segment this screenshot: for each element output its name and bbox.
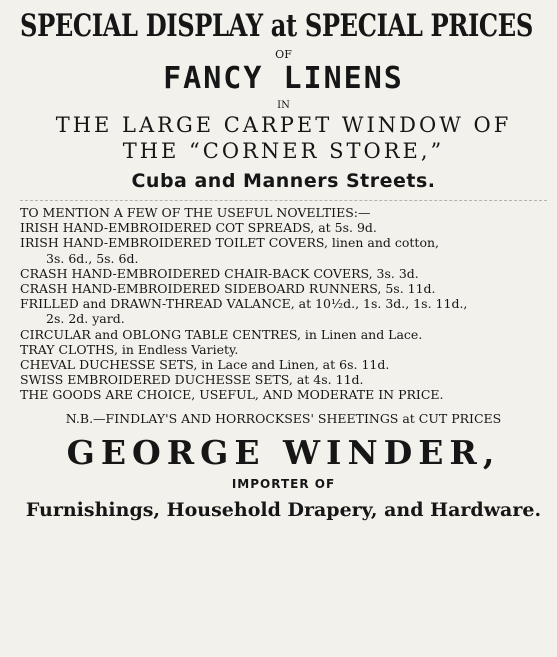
merchant-role: IMPORTER OF [231, 476, 336, 491]
in-label: IN [277, 100, 290, 111]
merchant-goods: Furnishings, Household Drapery, and Hardware. [25, 498, 542, 521]
location-line-2: THE “CORNER STORE,” [122, 139, 445, 163]
list-item: IRISH HAND-EMBROIDERED TOILET COVERS, linen and cotton, [20, 235, 440, 251]
list-item: IRISH HAND-EMBROIDERED COT SPREADS, at 5s. 9d. [20, 220, 377, 236]
divider [20, 200, 547, 201]
product-title: FANCY LINENS [163, 61, 404, 96]
nb-line: N.B.—FINDLAY'S AND HORROCKSES' SHEETINGS at CUT PRICES [65, 410, 502, 426]
merchant-name: GEORGE WINDER, [66, 432, 501, 472]
list-item: FRILLED and DRAWN-THREAD VALANCE, at 10½d., 1s. 3d., 1s. 11d., [20, 296, 468, 312]
headline: SPECIAL DISPLAY at SPECIAL PRICES [20, 8, 533, 44]
streets-line: Cuba and Manners Streets. [131, 170, 436, 192]
list-item: CRASH HAND-EMBROIDERED CHAIR-BACK COVERS, 3s. 3d. [20, 265, 419, 281]
list-item: CRASH HAND-EMBROIDERED SIDEBOARD RUNNERS, 5s. 11d. [20, 281, 436, 297]
list-intro: TO MENTION A FEW OF THE USEFUL NOVELTIES:— [20, 205, 371, 220]
list-item: SWISS EMBROIDERED DUCHESSE SETS, at 4s. 11d. [20, 372, 364, 388]
list-item: CIRCULAR and OBLONG TABLE CENTRES, in Linen and Lace. [20, 326, 423, 342]
item-list [20, 205, 547, 403]
list-item: 3s. 6d., 5s. 6d. [46, 250, 139, 266]
list-item: 2s. 2d. yard. [46, 311, 125, 327]
location-line-1: THE LARGE CARPET WINDOW OF [55, 113, 512, 137]
list-item: THE GOODS ARE CHOICE, USEFUL, AND MODERATE IN PRICE. [20, 387, 444, 403]
list-item: CHEVAL DUCHESSE SETS, in Lace and Linen, at 6s. 11d. [20, 357, 390, 373]
of-label: OF [275, 48, 292, 61]
list-item: TRAY CLOTHS, in Endless Variety. [20, 341, 239, 357]
